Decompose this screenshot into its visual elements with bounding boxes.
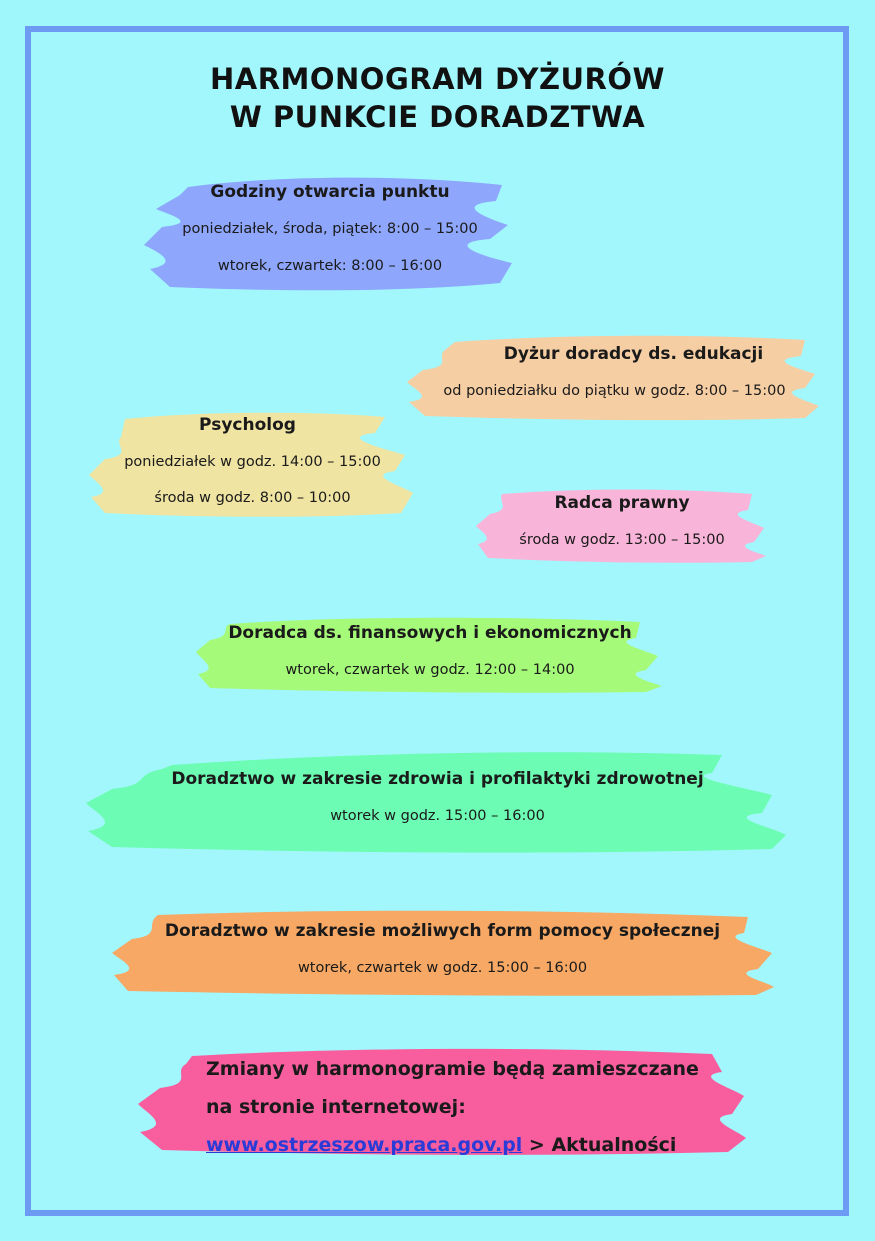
psychologist-heading: Psycholog	[199, 415, 296, 435]
social-advisor-line-1: wtorek, czwartek w godz. 15:00 – 16:00	[297, 960, 588, 976]
news-section-label: > Aktualności	[522, 1134, 677, 1156]
psychologist-block	[90, 414, 415, 508]
opening-hours-line-1: poniedziałek, środa, piątek: 8:00 – 15:00	[182, 221, 478, 237]
psychologist-line-2: środa w godz. 8:00 – 10:00	[154, 490, 351, 506]
social-advisor-block	[110, 920, 775, 978]
changes-notice	[206, 1050, 699, 1164]
changes-notice-line-1: Zmiany w harmonogramie będą zamieszczane	[206, 1058, 699, 1080]
changes-notice-line-3	[206, 1126, 699, 1164]
changes-notice-line-2: na stronie internetowej:	[206, 1096, 466, 1118]
finance-advisor-heading: Doradca ds. finansowych i ekonomicznych	[228, 623, 632, 643]
health-advisor-heading: Doradztwo w zakresie zdrowia i profilaktyki zdrowotnej	[171, 769, 704, 789]
page-title-line-1: HARMONOGRAM DYŻURÓW	[209, 62, 666, 96]
finance-advisor-block	[190, 622, 670, 680]
legal-advisor-heading: Radca prawny	[554, 493, 690, 513]
opening-hours-line-2: wtorek, czwartek: 8:00 – 16:00	[217, 258, 443, 274]
website-link[interactable]: www.ostrzeszow.praca.gov.pl	[206, 1134, 523, 1156]
health-advisor-block	[90, 768, 785, 826]
education-advisor-block	[412, 343, 817, 401]
page-title	[0, 60, 875, 136]
education-advisor-line-1: od poniedziałku do piątku w godz. 8:00 – 15:00	[443, 383, 786, 399]
opening-hours-block	[150, 181, 510, 276]
legal-advisor-line-1: środa w godz. 13:00 – 15:00	[519, 532, 725, 548]
health-advisor-line-1: wtorek w godz. 15:00 – 16:00	[330, 808, 545, 824]
legal-advisor-block	[472, 492, 772, 550]
finance-advisor-line-1: wtorek, czwartek w godz. 12:00 – 14:00	[285, 662, 575, 678]
social-advisor-heading: Doradztwo w zakresie możliwych form pomocy społecznej	[164, 921, 721, 941]
page-title-line-2: W PUNKCIE DORADZTWA	[229, 100, 646, 134]
opening-hours-heading: Godziny otwarcia punktu	[210, 182, 450, 202]
psychologist-line-1: poniedziałek w godz. 14:00 – 15:00	[124, 454, 381, 470]
education-advisor-heading: Dyżur doradcy ds. edukacji	[503, 344, 764, 364]
